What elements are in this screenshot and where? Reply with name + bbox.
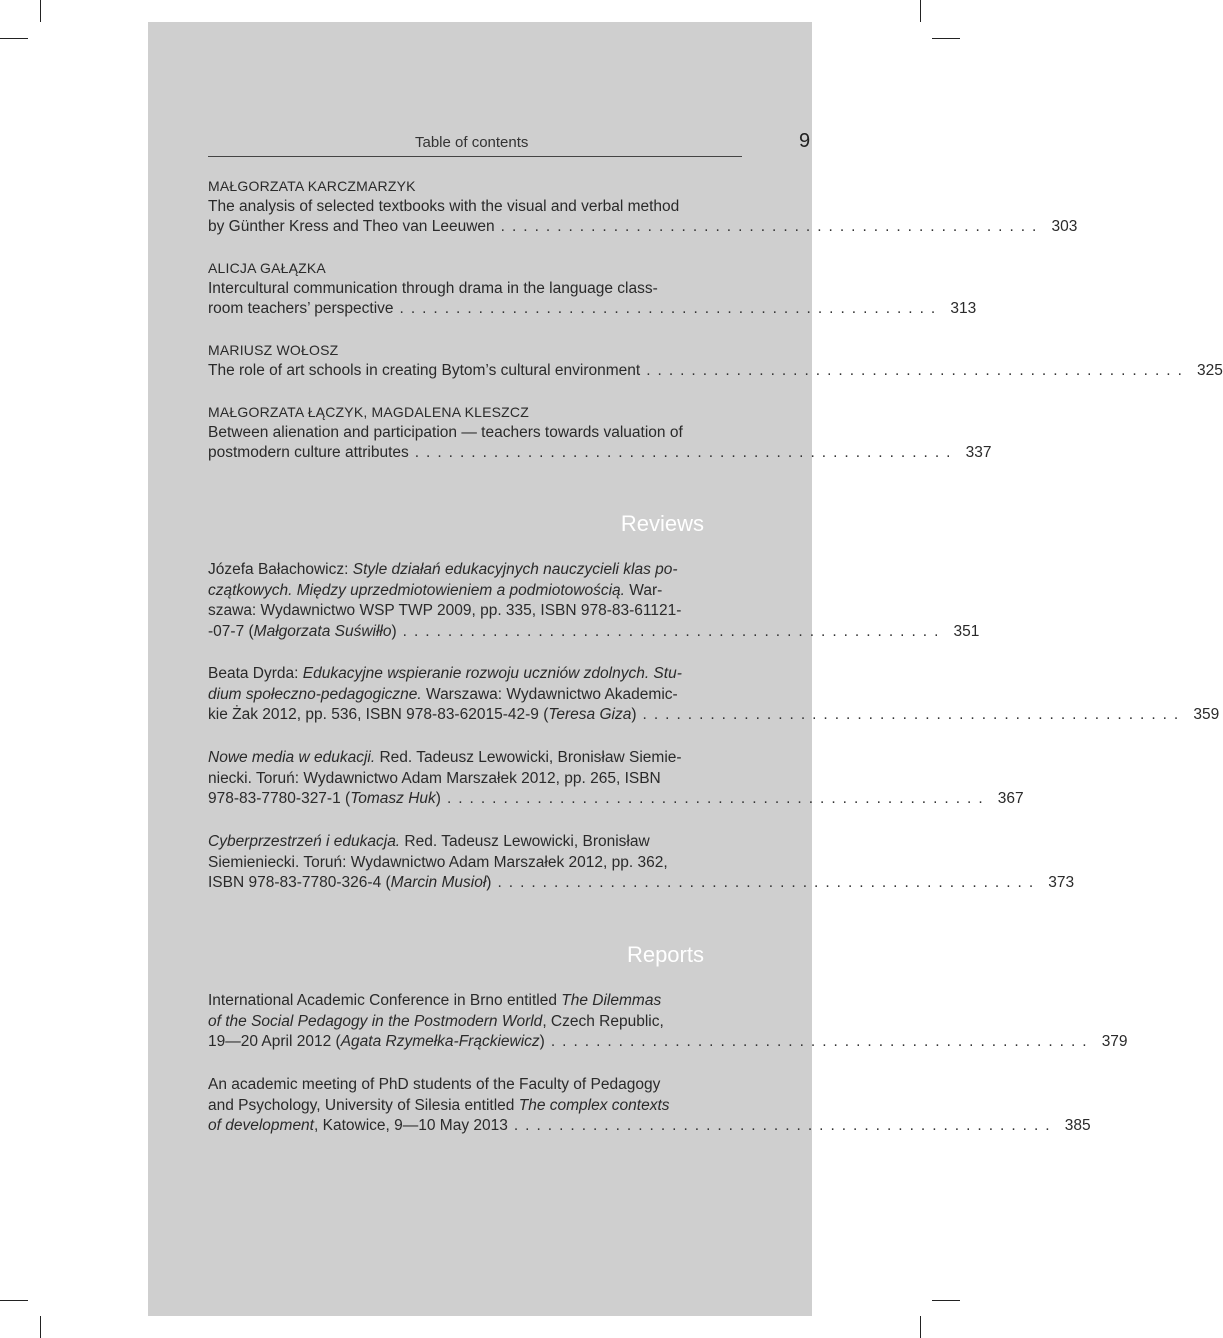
entry-text: ISBN 978-83-7780-326-4 (Marcin Musioł) (208, 874, 492, 891)
entry-line: and Psychology, University of Silesia entitled The complex contexts (208, 1096, 670, 1114)
toc-entry[interactable] (208, 664, 1220, 726)
entry-page: 359 (1193, 706, 1220, 723)
entry-title-text: room teachers’ perspective (208, 300, 394, 317)
entry-line: of the Social Pedagogy in the Postmodern World, Czech Republic, (208, 1012, 664, 1030)
entry-line: dium społeczno-pedagogiczne. Warszawa: Wydawnictwo Akademic- (208, 685, 678, 703)
entry-page: 373 (1048, 874, 1075, 891)
entry-line: czątkowych. Między uprzedmiotowieniem a podmiotowością. War- (208, 581, 663, 599)
toc-entry[interactable] (208, 832, 1075, 894)
entry-title-line: The analysis of selected textbooks with the visual and verbal method (208, 197, 680, 215)
entry-author: MAŁGORZATA ŁĄCZYK, MAGDALENA KLESZCZ (208, 404, 529, 420)
leader-dots: ................................................ (500, 218, 1044, 235)
entry-line: Józefa Bałachowicz: Style działań edukacyjnych nauczycieli klas po- (208, 561, 678, 578)
entry-author: ALICJA GAŁĄZKA (208, 260, 326, 276)
leader-dots: ................................................ (550, 1033, 1094, 1050)
entry-line: Siemieniecki. Toruń: Wydawnictwo Adam Marszałek 2012, pp. 362, (208, 853, 668, 871)
crop-mark (40, 0, 41, 22)
entry-page: 337 (965, 444, 992, 461)
entry-page: 379 (1101, 1033, 1128, 1050)
leader-dots: ................................................ (399, 300, 943, 317)
entry-last-line (208, 1116, 1091, 1137)
entry-page: 313 (950, 300, 977, 317)
entry-text: 978-83-7780-327-1 (Tomasz Huk) (208, 790, 441, 807)
crop-mark (932, 38, 960, 39)
entry-author: MARIUSZ WOŁOSZ (208, 342, 339, 358)
entry-title-last-line (208, 361, 1223, 382)
entry-title-text: by Günther Kress and Theo van Leeuwen (208, 218, 495, 235)
toc-entry[interactable] (208, 748, 1024, 810)
entry-author: MAŁGORZATA KARCZMARZYK (208, 178, 416, 194)
leader-dots: ................................................ (446, 790, 990, 807)
entry-line: International Academic Conference in Brno entitled The Dilemmas (208, 992, 662, 1009)
entry-last-line (208, 622, 980, 643)
entry-page: 351 (953, 622, 980, 640)
entry-page: 385 (1064, 1117, 1091, 1134)
crop-mark (0, 1300, 28, 1301)
entry-line: niecki. Toruń: Wydawnictwo Adam Marszałek 2012, pp. 265, ISBN (208, 769, 661, 787)
leader-dots: ................................................ (642, 706, 1186, 723)
entry-page: 367 (997, 790, 1024, 807)
entry-last-line (208, 873, 1075, 894)
crop-mark (0, 38, 28, 39)
crop-mark (40, 1316, 41, 1338)
entry-line: Nowe media w edukacji. Red. Tadeusz Lewowicki, Bronisław Siemie- (208, 749, 682, 766)
toc-entry[interactable] (208, 991, 1128, 1053)
section-heading-reports: Reports (626, 942, 704, 967)
header-rule (208, 156, 742, 157)
entry-page: 303 (1051, 218, 1078, 235)
entry-last-line (208, 1032, 1128, 1053)
crop-mark (920, 0, 921, 22)
leader-dots: ................................................ (402, 622, 946, 640)
entry-page: 325 (1197, 361, 1223, 379)
toc-entry[interactable] (208, 402, 992, 464)
entry-text: -07-7 (Małgorzata Suświłło) (208, 622, 397, 640)
running-title: Table of contents (415, 134, 529, 151)
leader-dots: ................................................ (414, 444, 958, 461)
entry-line: szawa: Wydawnictwo WSP TWP 2009, pp. 335, ISBN 978-83-61121- (208, 602, 682, 619)
toc-entry[interactable] (208, 258, 977, 320)
page-number: 9 (799, 130, 811, 152)
entry-line: Beata Dyrda: Edukacyjne wspieranie rozwoju uczniów zdolnych. Stu- (208, 665, 682, 682)
entry-last-line (208, 705, 1220, 726)
entry-text: of development, Katowice, 9—10 May 2013 (208, 1117, 508, 1134)
entry-line: Cyberprzestrzeń i edukacja. Red. Tadeusz Lewowicki, Bronisław (208, 833, 650, 850)
toc-entry[interactable] (208, 560, 980, 642)
entry-last-line (208, 789, 1024, 810)
entry-title-text: postmodern culture attributes (208, 444, 409, 461)
entry-text: kie Żak 2012, pp. 536, ISBN 978-83-62015-42-9 (Teresa Giza) (208, 706, 637, 723)
entry-text: 19—20 April 2012 (Agata Rzymełka-Frąckiewicz) (208, 1033, 545, 1050)
entry-title-last-line (208, 217, 1078, 238)
leader-dots: ................................................ (646, 361, 1189, 379)
leader-dots: ................................................ (497, 874, 1041, 891)
entry-title-last-line (208, 443, 992, 464)
crop-mark (920, 1316, 921, 1338)
section-heading-reviews: Reviews (620, 511, 704, 536)
entry-line: An academic meeting of PhD students of the Faculty of Pedagogy (208, 1076, 661, 1093)
entry-title-last-line (208, 299, 977, 320)
leader-dots: ................................................ (513, 1117, 1057, 1134)
toc-entry[interactable] (208, 1075, 1091, 1137)
entry-title-line: Intercultural communication through drama in the language class- (208, 279, 658, 297)
entry-title-line: Between alienation and participation — teachers towards valuation of (208, 423, 683, 441)
entry-title-text: The role of art schools in creating Bytom’s cultural environment (208, 361, 641, 379)
toc-entry[interactable] (208, 340, 1223, 381)
toc-entry[interactable] (208, 176, 1078, 238)
crop-mark (932, 1300, 960, 1301)
